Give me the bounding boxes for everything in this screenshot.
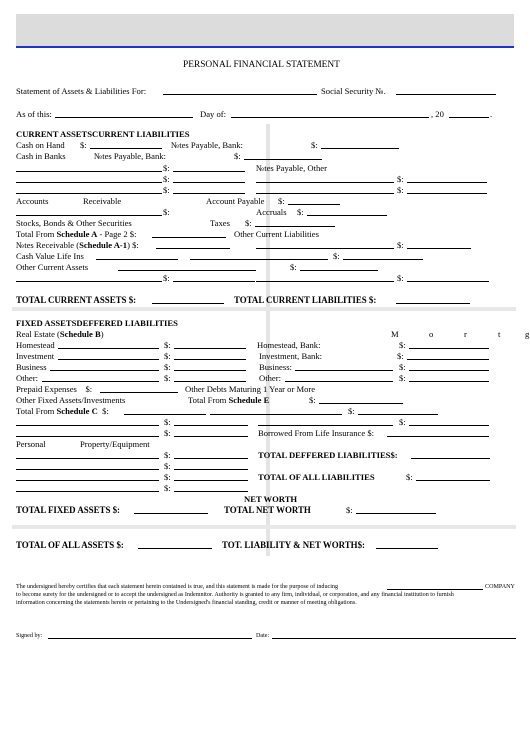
label-day-of: Day of:: [200, 109, 227, 119]
label-stocks: Stocks, Bonds & Other Securities: [16, 218, 132, 228]
label-other-2: Other:: [259, 373, 281, 383]
field-total-net-worth[interactable]: [356, 513, 436, 514]
label-notes-bank-2: №tes Payable, Bank:: [94, 151, 166, 161]
dollar: $:: [164, 362, 171, 372]
field-blank[interactable]: [174, 480, 248, 481]
label-accruals: Accruals: [256, 207, 287, 217]
dollar: $:: [163, 174, 170, 184]
spaced-o: o: [429, 329, 434, 339]
current-heading: CURRENT ASSETSCURRENT LIABILITIES: [16, 129, 190, 139]
spaced-g: g: [525, 329, 530, 339]
field-company[interactable]: [387, 589, 483, 590]
field-schedule-c[interactable]: [124, 414, 206, 415]
period: .: [490, 109, 493, 119]
field-cash-value[interactable]: [96, 259, 178, 260]
field-assets-for[interactable]: [163, 94, 317, 95]
label-schedule-e: Total From Schedule E: [188, 395, 270, 405]
dollar: $:: [164, 351, 171, 361]
label-notes-receivable: №tes Receivable (Schedule A-1) $:: [16, 240, 139, 250]
field-homestead-value[interactable]: [174, 348, 246, 349]
field-date[interactable]: [272, 638, 516, 639]
field-blank[interactable]: [118, 270, 256, 271]
field-year[interactable]: [449, 117, 489, 118]
net-worth-heading: NET WORTH: [244, 494, 298, 504]
field-blank[interactable]: [16, 182, 162, 183]
dollar: $:: [311, 140, 318, 150]
field-business-value[interactable]: [174, 370, 246, 371]
field-homestead[interactable]: [58, 348, 159, 349]
label-prepaid: Prepaid Expenses $:: [16, 384, 93, 394]
field-blank[interactable]: [409, 425, 489, 426]
dollar: $:: [163, 163, 170, 173]
label-notes-bank: №tes Payable, Bank:: [171, 140, 243, 150]
field-tot-liability-net-worth[interactable]: [376, 548, 438, 549]
label-account-payable: Account Payable: [206, 196, 265, 206]
header-bar: [16, 14, 514, 46]
field-blank[interactable]: [407, 248, 471, 249]
total-current-assets: TOTAL CURRENT ASSETS $:: [16, 295, 137, 305]
field-blank[interactable]: [256, 281, 394, 282]
total-all-assets: TOTAL OF ALL ASSETS $:: [16, 540, 124, 550]
dollar: $:: [333, 251, 340, 261]
section-divider-2: [12, 525, 516, 529]
dollar: $:: [164, 461, 171, 471]
field-total-all-liabilities[interactable]: [416, 480, 490, 481]
field-notes-receivable[interactable]: [156, 248, 230, 249]
page-title: PERSONAL FINANCIAL STATEMENT: [183, 60, 340, 70]
label-cash-in-banks: Cash in Banks: [16, 151, 66, 161]
field-blank[interactable]: [16, 193, 162, 194]
field-accruals[interactable]: [307, 215, 387, 216]
label-assets-for: Statement of Assets & Liabilities For:: [16, 86, 147, 96]
field-total-current-assets[interactable]: [152, 303, 224, 304]
field-total-all-assets[interactable]: [138, 548, 212, 549]
field-account-payable[interactable]: [288, 204, 340, 205]
label-year: , 20: [431, 109, 444, 119]
label-signed-by: Signed by:: [16, 633, 43, 639]
field-as-of[interactable]: [55, 117, 193, 118]
label-accounts: Accounts: [16, 196, 49, 206]
label-other-current-liabilities: Other Current Liabilities: [234, 229, 319, 239]
dollar: $:: [399, 373, 406, 383]
field-blank[interactable]: [16, 281, 162, 282]
dollar: $:: [309, 395, 316, 405]
label-other-fixed: Other Fixed Assets/Investments: [16, 395, 126, 405]
label-receivable: Receivable: [83, 196, 122, 206]
field-notes-bank-2[interactable]: [244, 159, 322, 160]
field-blank[interactable]: [343, 259, 423, 260]
label-investment: Investment: [16, 351, 55, 361]
dollar: $:: [163, 207, 170, 217]
dollar: $:: [406, 472, 413, 482]
dollar: $:: [80, 140, 87, 150]
field-blank[interactable]: [16, 436, 159, 437]
field-notes-bank[interactable]: [321, 148, 399, 149]
field-other-2[interactable]: [285, 381, 393, 382]
field-blank[interactable]: [407, 281, 489, 282]
field-blank[interactable]: [258, 425, 393, 426]
label-as-of: As of this:: [16, 109, 52, 119]
dollar: $:: [164, 340, 171, 350]
dollar: $:: [397, 351, 404, 361]
field-borrowed[interactable]: [387, 436, 489, 437]
label-taxes: Taxes: [210, 218, 230, 228]
dollar: $:: [399, 417, 406, 427]
dollar: $:: [399, 362, 406, 372]
dollar: $:: [164, 373, 171, 383]
field-blank[interactable]: [173, 182, 245, 183]
field-blank[interactable]: [173, 171, 245, 172]
label-cash-value: Cash Value Life Ins: [16, 251, 84, 261]
label-investment-bank: Investment, Bank:: [259, 351, 323, 361]
field-cash-on-hand[interactable]: [90, 148, 162, 149]
dollar: $:: [234, 151, 241, 161]
dollar: $:: [397, 174, 404, 184]
field-blank[interactable]: [256, 182, 394, 183]
field-investment-value[interactable]: [174, 359, 246, 360]
field-total-current-liabilities[interactable]: [396, 303, 470, 304]
field-blank[interactable]: [358, 414, 438, 415]
label-date: Date:: [256, 633, 270, 639]
total-deffered-liabilities: TOTAL DEFFERED LIABILITIES$:: [258, 450, 398, 460]
field-blank[interactable]: [407, 193, 487, 194]
field-blank[interactable]: [173, 281, 255, 282]
dollar: $:: [164, 483, 171, 493]
field-blank[interactable]: [407, 182, 487, 183]
label-business-2: Business:: [259, 362, 292, 372]
field-total-deffered[interactable]: [411, 458, 490, 459]
header-rule: [16, 46, 514, 48]
dollar: $:: [297, 207, 304, 217]
certification-line-2: to become surety for the undersigned or to accept the undersigned as Indemnitor. Authority is granted to any firm, individual, or corporation, and any financial institution to furnish: [16, 592, 454, 598]
section-divider-1: [12, 307, 516, 311]
label-real-estate: Real Estate (Schedule B): [16, 329, 104, 339]
field-day-of[interactable]: [231, 117, 429, 118]
field-blank[interactable]: [300, 270, 378, 271]
total-fixed-assets: TOTAL FIXED ASSETS $:: [16, 505, 121, 515]
dollar: $:: [245, 218, 252, 228]
field-blank[interactable]: [174, 469, 248, 470]
certification-line-1: The undersigned hereby certifies that each statement herein contained is true, and this statement is made for the purpose of inducing: [16, 584, 339, 590]
field-investment[interactable]: [58, 359, 159, 360]
field-other-2-value[interactable]: [409, 381, 489, 382]
label-company: COMPANY: [485, 584, 515, 590]
field-blank[interactable]: [256, 248, 394, 249]
label-homestead-bank: Homestead, Bank:: [257, 340, 321, 350]
tot-liability-net-worth: TOT. LIABILITY & NET WORTH$:: [222, 540, 365, 550]
dollar: $:: [164, 428, 171, 438]
spaced-m: M: [391, 329, 399, 339]
field-blank[interactable]: [174, 491, 248, 492]
label-total-schedule-a: Total From Schedule A - Page 2 $:: [16, 229, 137, 239]
field-blank[interactable]: [190, 259, 328, 260]
field-blank[interactable]: [174, 458, 248, 459]
field-blank[interactable]: [16, 171, 162, 172]
field-prepaid[interactable]: [100, 392, 178, 393]
field-other-value[interactable]: [174, 381, 246, 382]
field-investment-bank[interactable]: [407, 359, 489, 360]
field-taxes[interactable]: [255, 226, 335, 227]
field-blank[interactable]: [174, 436, 248, 437]
field-total-fixed[interactable]: [134, 513, 208, 514]
field-blank[interactable]: [210, 414, 342, 415]
dollar: $:: [164, 450, 171, 460]
label-other: Other:: [16, 373, 38, 383]
dollar: $:: [346, 505, 353, 515]
field-blank[interactable]: [16, 215, 162, 216]
field-ssn[interactable]: [396, 94, 496, 95]
spaced-t: t: [498, 329, 501, 339]
certification-line-3: information concerning the statements herein or pertaining to the Undersigned's financial standing, credit or manner of meeting obligations.: [16, 600, 357, 606]
field-homestead-bank[interactable]: [409, 348, 489, 349]
dollar: $:: [348, 406, 355, 416]
dollar: $:: [278, 196, 285, 206]
total-current-liabilities: TOTAL CURRENT LIABILITIES $:: [234, 295, 377, 305]
dollar: $:: [290, 262, 297, 272]
dollar: $:: [397, 273, 404, 283]
label-other-debts: Other Debts Maturing 1 Year or More: [185, 384, 316, 394]
fixed-heading: FIXED ASSETSDEFFERED LIABILITIES: [16, 318, 178, 328]
dollar: $:: [399, 340, 406, 350]
total-all-liabilities: TOTAL OF ALL LIABILITIES: [258, 472, 375, 482]
dollar: $:: [163, 273, 170, 283]
field-blank[interactable]: [173, 193, 245, 194]
field-signed-by[interactable]: [48, 638, 252, 639]
label-personal: Personal: [16, 439, 46, 449]
dollar: $:: [164, 417, 171, 427]
field-blank[interactable]: [16, 425, 159, 426]
label-other-current-assets: Other Current Assets: [16, 262, 89, 272]
field-business-2[interactable]: [295, 370, 393, 371]
label-schedule-c: Total From Schedule C $:: [16, 406, 109, 416]
field-schedule-a[interactable]: [152, 237, 226, 238]
field-blank[interactable]: [174, 425, 248, 426]
label-ssn: Social Security №.: [321, 86, 386, 96]
field-blank[interactable]: [16, 491, 159, 492]
label-borrowed: Borrowed From Life Insurance $:: [258, 428, 374, 438]
label-notes-other: №tes Payable, Other: [256, 163, 327, 173]
dollar: $:: [397, 185, 404, 195]
label-homestead: Homestead: [16, 340, 55, 350]
label-business: Business: [16, 362, 47, 372]
label-property: Property/Equipment: [80, 439, 150, 449]
field-business-2-value[interactable]: [409, 370, 489, 371]
label-cash-on-hand: Cash on Hand: [16, 140, 65, 150]
field-blank[interactable]: [16, 469, 159, 470]
total-net-worth: TOTAL NET WORTH: [224, 505, 311, 515]
dollar: $:: [164, 472, 171, 482]
dollar: $:: [163, 185, 170, 195]
field-schedule-e[interactable]: [319, 403, 403, 404]
field-blank[interactable]: [16, 480, 159, 481]
field-business[interactable]: [50, 370, 159, 371]
field-blank[interactable]: [16, 458, 159, 459]
field-other[interactable]: [42, 381, 159, 382]
spaced-r: r: [464, 329, 467, 339]
dollar: $:: [397, 240, 404, 250]
field-blank[interactable]: [256, 193, 394, 194]
